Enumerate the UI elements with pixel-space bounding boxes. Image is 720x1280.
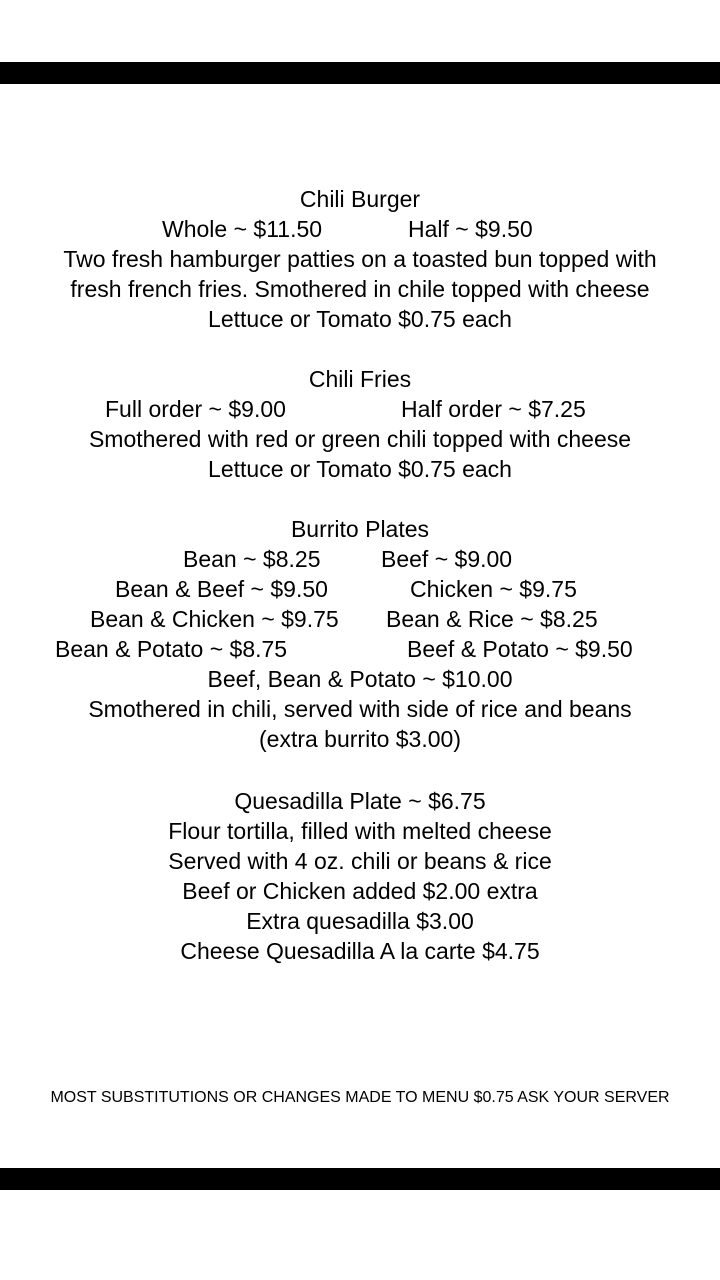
chili-burger-description-1: Two fresh hamburger patties on a toasted bun topped with xyxy=(63,246,657,272)
bottom-divider-bar xyxy=(0,1168,720,1190)
quesadilla-title: Quesadilla Plate ~ $6.75 xyxy=(234,788,486,814)
footer-note: MOST SUBSTITUTIONS OR CHANGES MADE TO MENU $0.75 ASK YOUR SERVER xyxy=(50,1089,670,1106)
burrito-item: Beef ~ $9.00 xyxy=(381,546,513,572)
chili-fries-extra: Lettuce or Tomato $0.75 each xyxy=(208,456,512,482)
chili-fries-title: Chili Fries xyxy=(308,366,412,392)
quesadilla-line: Flour tortilla, filled with melted cheese xyxy=(168,818,552,844)
chili-fries-full-price: Full order ~ $9.00 xyxy=(105,396,286,422)
chili-fries-description: Smothered with red or green chili topped with cheese xyxy=(88,426,632,452)
top-divider-bar xyxy=(0,62,720,84)
burrito-item: Beef & Potato ~ $9.50 xyxy=(407,636,633,662)
quesadilla-line: Cheese Quesadilla A la carte $4.75 xyxy=(180,938,540,964)
menu-page xyxy=(0,84,720,1168)
burrito-item: Bean ~ $8.25 xyxy=(183,546,321,572)
chili-burger-title: Chili Burger xyxy=(299,186,421,212)
chili-burger-whole-price: Whole ~ $11.50 xyxy=(162,216,323,242)
burrito-item: Bean & Potato ~ $8.75 xyxy=(55,636,288,662)
burrito-item: Chicken ~ $9.75 xyxy=(410,576,577,602)
quesadilla-line: Extra quesadilla $3.00 xyxy=(246,908,474,934)
burrito-combo: Beef, Bean & Potato ~ $10.00 xyxy=(207,666,513,692)
chili-burger-description-2: fresh french fries. Smothered in chile topped with cheese xyxy=(70,276,650,302)
burrito-description: Smothered in chili, served with side of rice and beans xyxy=(88,696,632,722)
burrito-item: Bean & Chicken ~ $9.75 xyxy=(90,606,339,632)
quesadilla-line: Beef or Chicken added $2.00 extra xyxy=(182,878,538,904)
chili-burger-extra: Lettuce or Tomato $0.75 each xyxy=(208,306,512,332)
burrito-item: Bean & Beef ~ $9.50 xyxy=(115,576,328,602)
chili-fries-half-price: Half order ~ $7.25 xyxy=(401,396,586,422)
chili-burger-half-price: Half ~ $9.50 xyxy=(408,216,533,242)
quesadilla-line: Served with 4 oz. chili or beans & rice xyxy=(168,848,552,874)
burrito-extra: (extra burrito $3.00) xyxy=(259,726,461,752)
burrito-item: Bean & Rice ~ $8.25 xyxy=(386,606,598,632)
burrito-plates-title: Burrito Plates xyxy=(290,516,430,542)
